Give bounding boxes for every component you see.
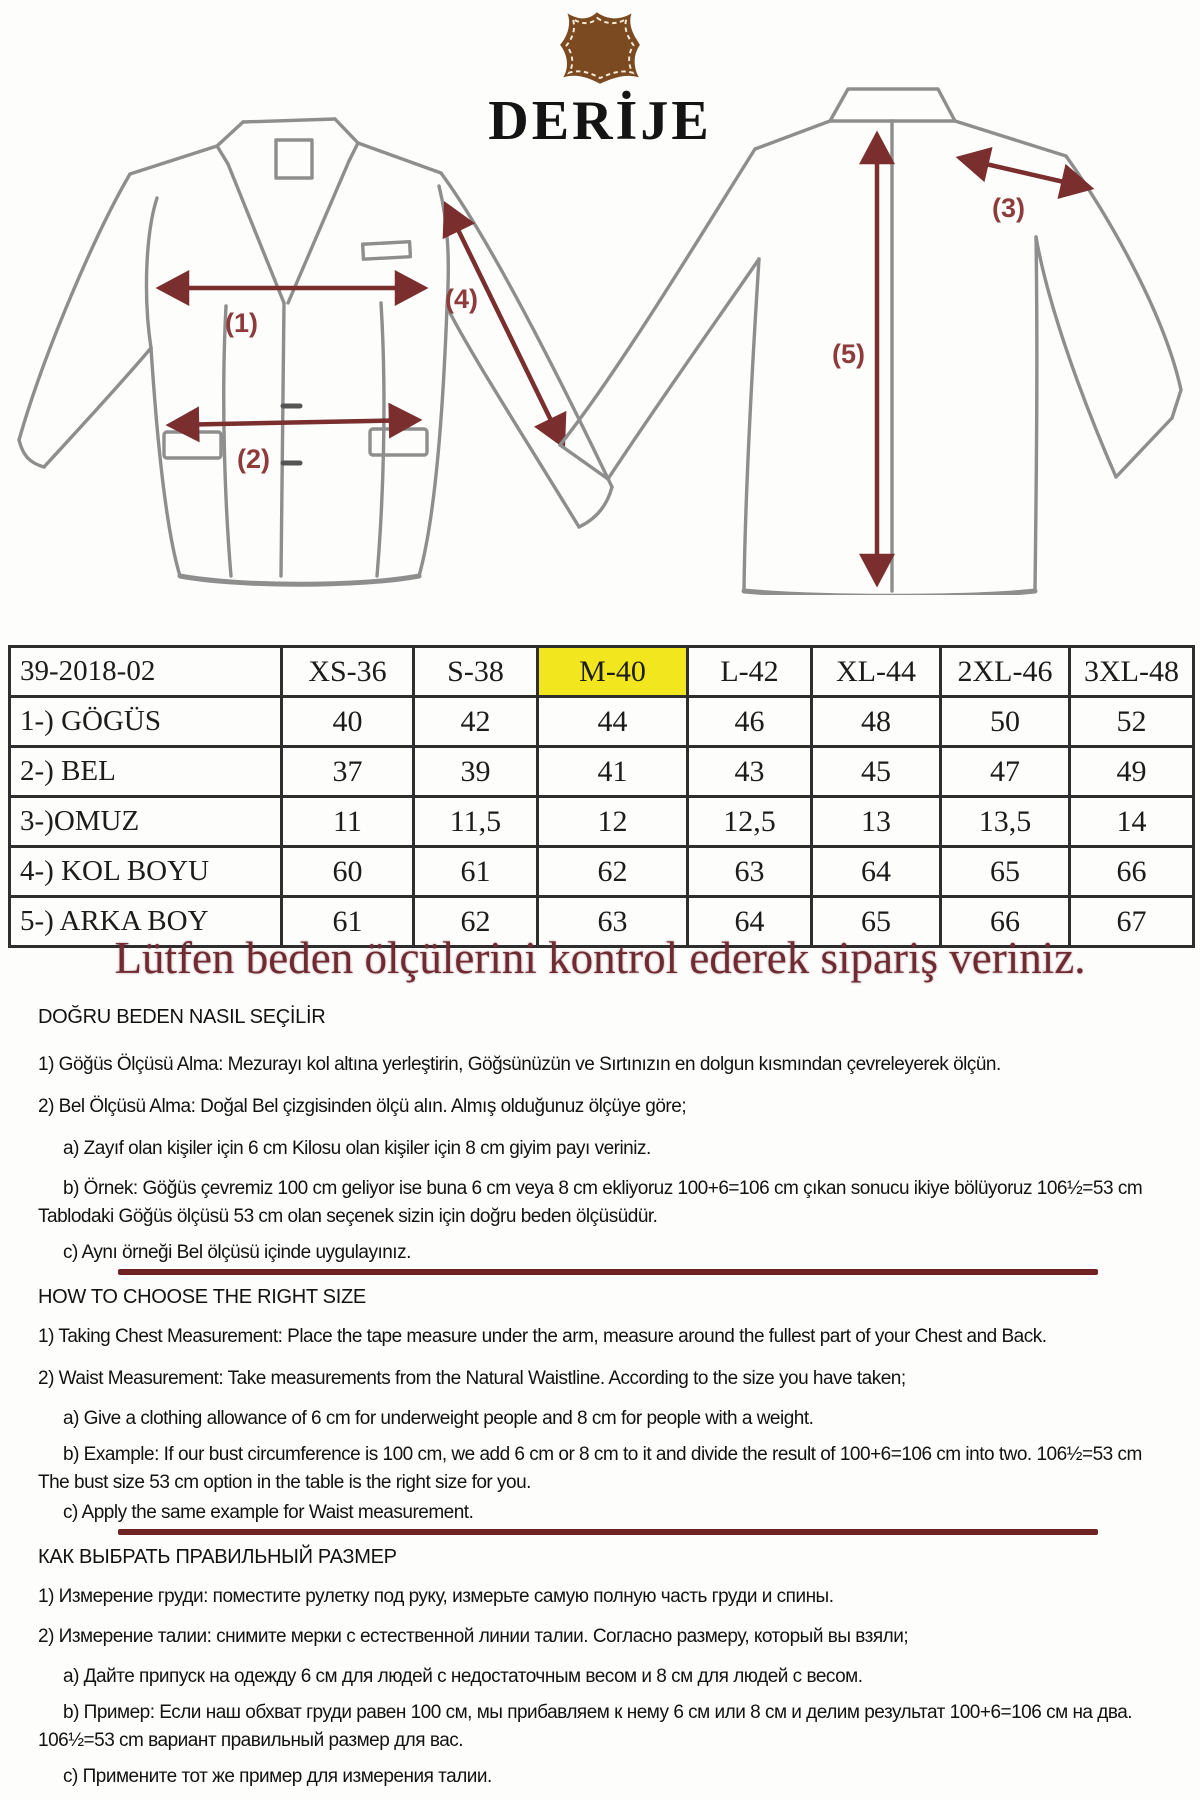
instructions <box>38 1005 1176 1793</box>
size-value: 39 <box>414 747 538 797</box>
instruction-en-1: 1) Taking Chest Measurement: Place the tape measure under the arm, measure around the fullest part of your Chest and Back. <box>38 1326 1047 1347</box>
instruction-en-c: c) Apply the same example for Waist measurement. <box>63 1502 474 1523</box>
size-value: 50 <box>941 697 1070 747</box>
size-value: 43 <box>688 747 812 797</box>
size-value: 11,5 <box>414 797 538 847</box>
instruction-en-b: b) Example: If our bust circumference is 100 cm, we add 6 cm or 8 cm to it and divide the result of 100+6=106 cm into two. 106½=53 cm The bust size 53 cm option in the table is the right size for you. <box>38 1444 1142 1493</box>
section-heading-en: HOW TO CHOOSE THE RIGHT SIZE <box>38 1286 366 1308</box>
row-label: 2-) BEL <box>10 747 282 797</box>
row-label: 3-)OMUZ <box>10 797 282 847</box>
size-table-row <box>10 747 1194 797</box>
brand-name: DERİJE <box>488 90 712 152</box>
size-value: 66 <box>941 897 1070 947</box>
size-value: 48 <box>812 697 941 747</box>
size-value: 62 <box>538 847 688 897</box>
size-value: 60 <box>282 847 414 897</box>
size-table-row <box>10 697 1194 747</box>
size-value: 65 <box>812 897 941 947</box>
instruction-tr-1: 1) Göğüs Ölçüsü Alma: Mezurayı kol altına yerleştirin, Göğsünüzün ve Sırtınızın en dolgun kısmından çevreleyerek ölçün. <box>38 1054 1001 1075</box>
size-value: 64 <box>688 897 812 947</box>
instruction-en-a: a) Give a clothing allowance of 6 cm for underweight people and 8 cm for people with a weight. <box>63 1408 814 1429</box>
measure-label-shoulder: (3) <box>992 193 1025 223</box>
size-value: 67 <box>1070 897 1194 947</box>
size-value: 64 <box>812 847 941 897</box>
leather-hide-icon <box>558 10 642 86</box>
section-heading-ru: КАК ВЫБРАТЬ ПРАВИЛЬНЫЙ РАЗМЕР <box>38 1546 397 1568</box>
size-value: 49 <box>1070 747 1194 797</box>
measure-label-back-length: (5) <box>832 339 865 369</box>
instruction-tr-2: 2) Bel Ölçüsü Alma: Doğal Bel çizgisinden ölçü alın. Almış olduğunuz ölçüye göre; <box>38 1096 687 1117</box>
size-value: 65 <box>941 847 1070 897</box>
model-code-cell: 39-2018-02 <box>10 647 282 697</box>
size-table <box>8 645 1195 948</box>
size-value: 46 <box>688 697 812 747</box>
size-value: 13 <box>812 797 941 847</box>
waist-measure-arrow <box>170 420 418 425</box>
instruction-tr-a: a) Zayıf olan kişiler için 6 cm Kilosu olan kişiler için 8 cm giyim payı veriniz. <box>63 1138 651 1159</box>
size-value: 47 <box>941 747 1070 797</box>
row-label: 1-) GÖGÜS <box>10 697 282 747</box>
size-value: 11 <box>282 797 414 847</box>
size-table-row <box>10 847 1194 897</box>
size-header-cell-highlighted: M-40 <box>538 647 688 697</box>
size-value: 63 <box>538 897 688 947</box>
measure-label-chest: (1) <box>225 308 258 338</box>
size-value: 44 <box>538 697 688 747</box>
instruction-tr-b: b) Örnek: Göğüs çevremiz 100 cm geliyor ise buna 6 cm veya 8 cm ekliyoruz 100+6=106 cm çıkan sonucu ikiye bölüyoruz 106½=53 cm Tablodaki Göğüs ölçüsü 53 cm olan seçenek sizin için doğru beden ölçüsüdür. <box>38 1178 1143 1227</box>
size-value: 61 <box>282 897 414 947</box>
row-label: 4-) KOL BOYU <box>10 847 282 897</box>
size-header-cell: L-42 <box>688 647 812 697</box>
size-header-cell: S-38 <box>414 647 538 697</box>
section-divider <box>118 1529 1098 1535</box>
instruction-ru-1: 1) Измерение груди: поместите рулетку под руку, измерьте самую полную часть груди и спины. <box>38 1586 834 1607</box>
size-value: 13,5 <box>941 797 1070 847</box>
size-table-row <box>10 797 1194 847</box>
section-heading-tr: DOĞRU BEDEN NASIL SEÇİLİR <box>38 1006 326 1028</box>
size-value: 12 <box>538 797 688 847</box>
size-value: 66 <box>1070 847 1194 897</box>
section-divider <box>118 1269 1098 1275</box>
size-value: 61 <box>414 847 538 897</box>
size-value: 42 <box>414 697 538 747</box>
instruction-en-2: 2) Waist Measurement: Take measurements from the Natural Waistline. According to the size you have taken; <box>38 1368 906 1389</box>
size-value: 12,5 <box>688 797 812 847</box>
size-header-cell: 2XL-46 <box>941 647 1070 697</box>
instruction-ru-2: 2) Измерение талии: снимите мерки с естественной линии талии. Согласно размеру, который вы взяли; <box>38 1626 909 1647</box>
size-value: 37 <box>282 747 414 797</box>
size-value: 14 <box>1070 797 1194 847</box>
size-header-cell: XS-36 <box>282 647 414 697</box>
size-value: 52 <box>1070 697 1194 747</box>
size-header-cell: XL-44 <box>812 647 941 697</box>
size-value: 40 <box>282 697 414 747</box>
instruction-ru-c: c) Примените тот же пример для измерения талии. <box>63 1766 492 1787</box>
size-value: 62 <box>414 897 538 947</box>
measure-label-sleeve: (4) <box>445 284 478 314</box>
order-notice: Lütfen beden ölçülerini kontrol ederek sipariş veriniz. <box>114 933 1086 983</box>
size-value: 45 <box>812 747 941 797</box>
size-value: 63 <box>688 847 812 897</box>
size-value: 41 <box>538 747 688 797</box>
row-label: 5-) ARKA BOY <box>10 897 282 947</box>
instruction-tr-c: c) Aynı örneği Bel ölçüsü içinde uygulayınız. <box>63 1242 411 1263</box>
size-header-cell: 3XL-48 <box>1070 647 1194 697</box>
instruction-ru-a: а) Дайте припуск на одежду 6 см для людей с недостаточным весом и 8 см для людей с весом. <box>63 1666 863 1687</box>
back-jacket-diagram <box>530 85 1200 595</box>
size-table-header-row <box>10 647 1194 697</box>
measure-label-waist: (2) <box>237 444 270 474</box>
instruction-ru-b: b) Пример: Если наш обхват груди равен 100 см, мы прибавляем к нему 6 см или 8 см и делим результат 100+6=106 см на два. 106½=53 cm вариант правильный размер для вас. <box>38 1702 1133 1751</box>
